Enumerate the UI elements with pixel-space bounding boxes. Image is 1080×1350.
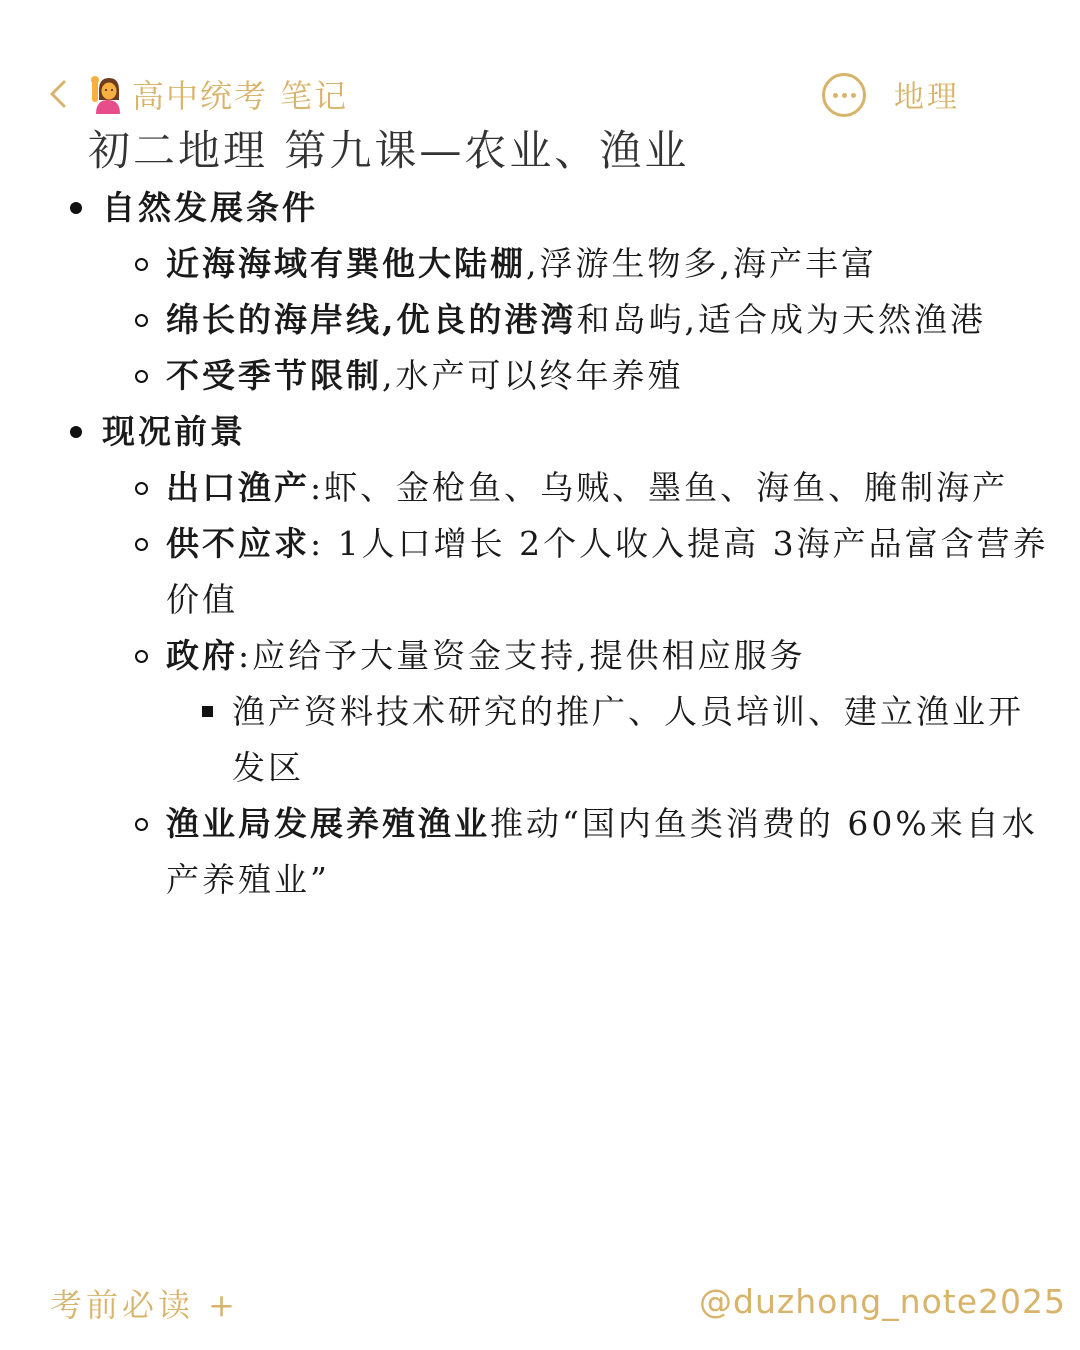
list-item [166,460,1050,516]
more-options-button[interactable] [822,73,866,117]
item-key: 供不应求 [166,524,310,563]
folder-label: 高中统考 笔记 [132,77,349,115]
item-text: ,浮游生物多,海产丰富 [526,244,877,283]
item-key: 渔业局发展养殖渔业 [166,804,490,843]
list-item [166,516,1050,628]
watermark-handle: @duzhong_note2025 [699,1282,1066,1321]
more-dot-icon [842,93,847,98]
section-heading: 现况前景 [60,404,1050,460]
section-heading: 自然发展条件 [60,180,1050,236]
item-text: 和岛屿,适合成为天然渔港 [576,300,986,339]
footer-caption: 考前必读 + [50,1286,239,1324]
list-item [166,236,1050,292]
back-chevron-icon[interactable] [46,78,72,110]
list-item [166,292,1050,348]
note-folder-breadcrumb[interactable] [88,70,348,118]
list-item [166,348,1050,404]
person-raising-hand-icon [88,74,128,114]
page-title: 初二地理 第九课—农业、渔业 [88,126,690,175]
item-key: 绵长的海岸线,优良的港湾 [166,300,577,339]
more-dot-icon [833,93,838,98]
note-body [60,180,1050,908]
item-key: 近海海域有巽他大陆棚 [166,244,526,283]
item-text: :应给予大量资金支持,提供相应服务 [238,636,806,675]
item-text: 推动“国内鱼类消费的 60%来自水产养殖业” [166,804,1038,899]
item-key: 不受季节限制 [166,356,382,395]
sub-list-item: 渔产资料技术研究的推广、人员培训、建立渔业开发区 [232,684,1050,796]
category-tag[interactable]: 地理 [894,80,960,115]
item-text: : 1人口增长 2个人收入提高 3海产品富含营养价值 [166,524,1049,619]
item-key: 政府 [166,636,238,675]
list-item [166,796,1050,908]
item-key: 出口渔产 [166,468,310,507]
list-item [166,628,1050,684]
item-text: :虾、金枪鱼、乌贼、墨鱼、海鱼、腌制海产 [310,468,1009,507]
more-dot-icon [851,93,856,98]
item-text: ,水产可以终年养殖 [382,356,684,395]
